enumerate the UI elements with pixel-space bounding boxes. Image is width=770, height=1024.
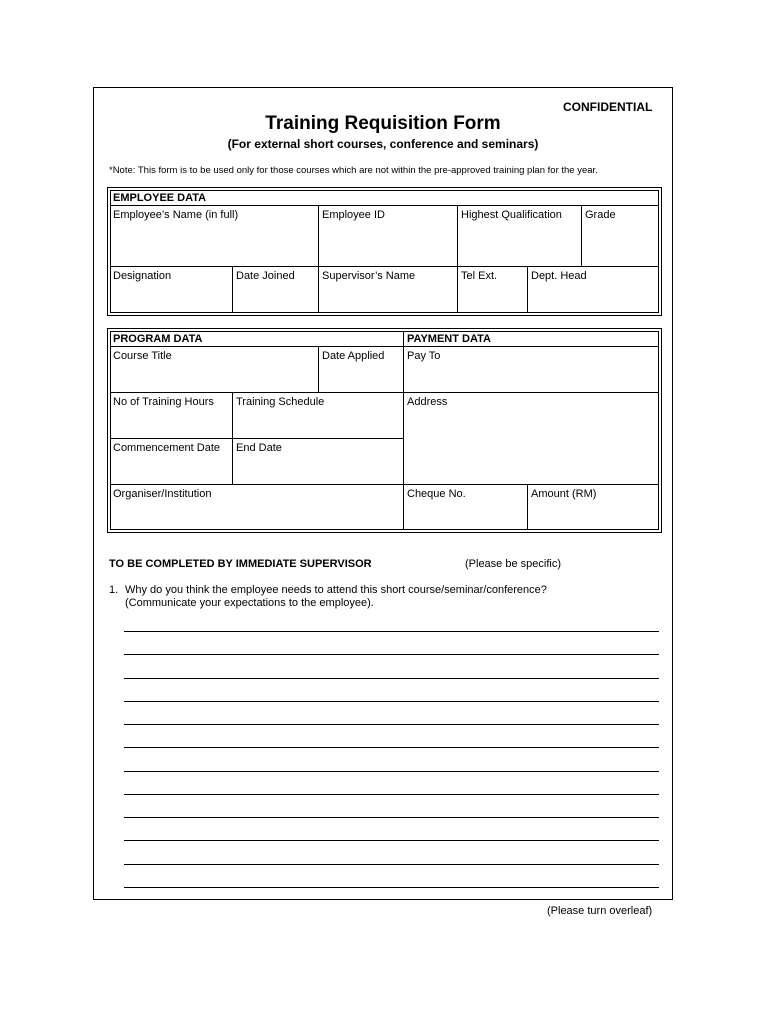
answer-line[interactable]	[124, 747, 659, 748]
answer-line[interactable]	[124, 654, 659, 655]
program-data-heading: PROGRAM DATA	[113, 333, 203, 345]
supervisor-name-field[interactable]: Supervisor’s Name	[322, 270, 416, 282]
training-hours-field[interactable]: No of Training Hours	[113, 396, 214, 408]
answer-line[interactable]	[124, 678, 659, 679]
organiser-field[interactable]: Organiser/Institution	[113, 488, 212, 500]
question-text	[125, 584, 547, 610]
answer-line[interactable]	[124, 864, 659, 865]
confidential-label: CONFIDENTIAL	[563, 100, 653, 114]
form-title: Training Requisition Form	[265, 113, 501, 134]
employee-id-field[interactable]: Employee ID	[322, 209, 385, 221]
employee-data-heading: EMPLOYEE DATA	[113, 192, 207, 204]
answer-line[interactable]	[124, 771, 659, 772]
answer-line[interactable]	[124, 817, 659, 818]
answer-line[interactable]	[124, 794, 659, 795]
supervisor-section-instruction: (Please be specific)	[465, 558, 561, 570]
end-date-field[interactable]: End Date	[236, 442, 282, 454]
commencement-date-field[interactable]: Commencement Date	[113, 442, 220, 454]
grade-field[interactable]: Grade	[585, 209, 616, 221]
training-schedule-field[interactable]: Training Schedule	[236, 396, 325, 408]
amount-field[interactable]: Amount (RM)	[531, 488, 597, 500]
question-number: 1.	[109, 584, 119, 596]
question-line-1: Why do you think the employee needs to attend this short course/seminar/conference?	[125, 584, 547, 596]
answer-line[interactable]	[124, 724, 659, 725]
supervisor-section-heading: TO BE COMPLETED BY IMMEDIATE SUPERVISOR	[109, 558, 372, 570]
answer-line[interactable]	[124, 631, 659, 632]
tel-ext-field[interactable]: Tel Ext.	[461, 270, 498, 282]
cheque-no-field[interactable]: Cheque No.	[407, 488, 466, 500]
answer-line[interactable]	[124, 887, 659, 888]
date-joined-field[interactable]: Date Joined	[236, 270, 295, 282]
highest-qualification-field[interactable]: Highest Qualification	[461, 209, 562, 221]
employee-name-field[interactable]: Employee’s Name (in full)	[113, 209, 239, 221]
payment-data-heading: PAYMENT DATA	[407, 333, 491, 345]
pay-to-field[interactable]: Pay To	[407, 350, 441, 362]
designation-field[interactable]: Designation	[113, 270, 172, 282]
dept-head-field[interactable]: Dept. Head	[531, 270, 587, 282]
date-applied-field[interactable]: Date Applied	[322, 350, 385, 362]
address-field[interactable]: Address	[407, 396, 448, 408]
turn-overleaf-note: (Please turn overleaf)	[547, 905, 653, 917]
form-note: *Note: This form is to be used only for those courses which are not within the pre-approved training plan for the year.	[109, 165, 598, 176]
answer-line[interactable]	[124, 840, 659, 841]
course-title-field[interactable]: Course Title	[113, 350, 172, 362]
answer-line[interactable]	[124, 701, 659, 702]
form-subtitle: (For external short courses, conference and seminars)	[227, 137, 539, 151]
question-line-2: (Communicate your expectations to the employee).	[125, 597, 374, 609]
